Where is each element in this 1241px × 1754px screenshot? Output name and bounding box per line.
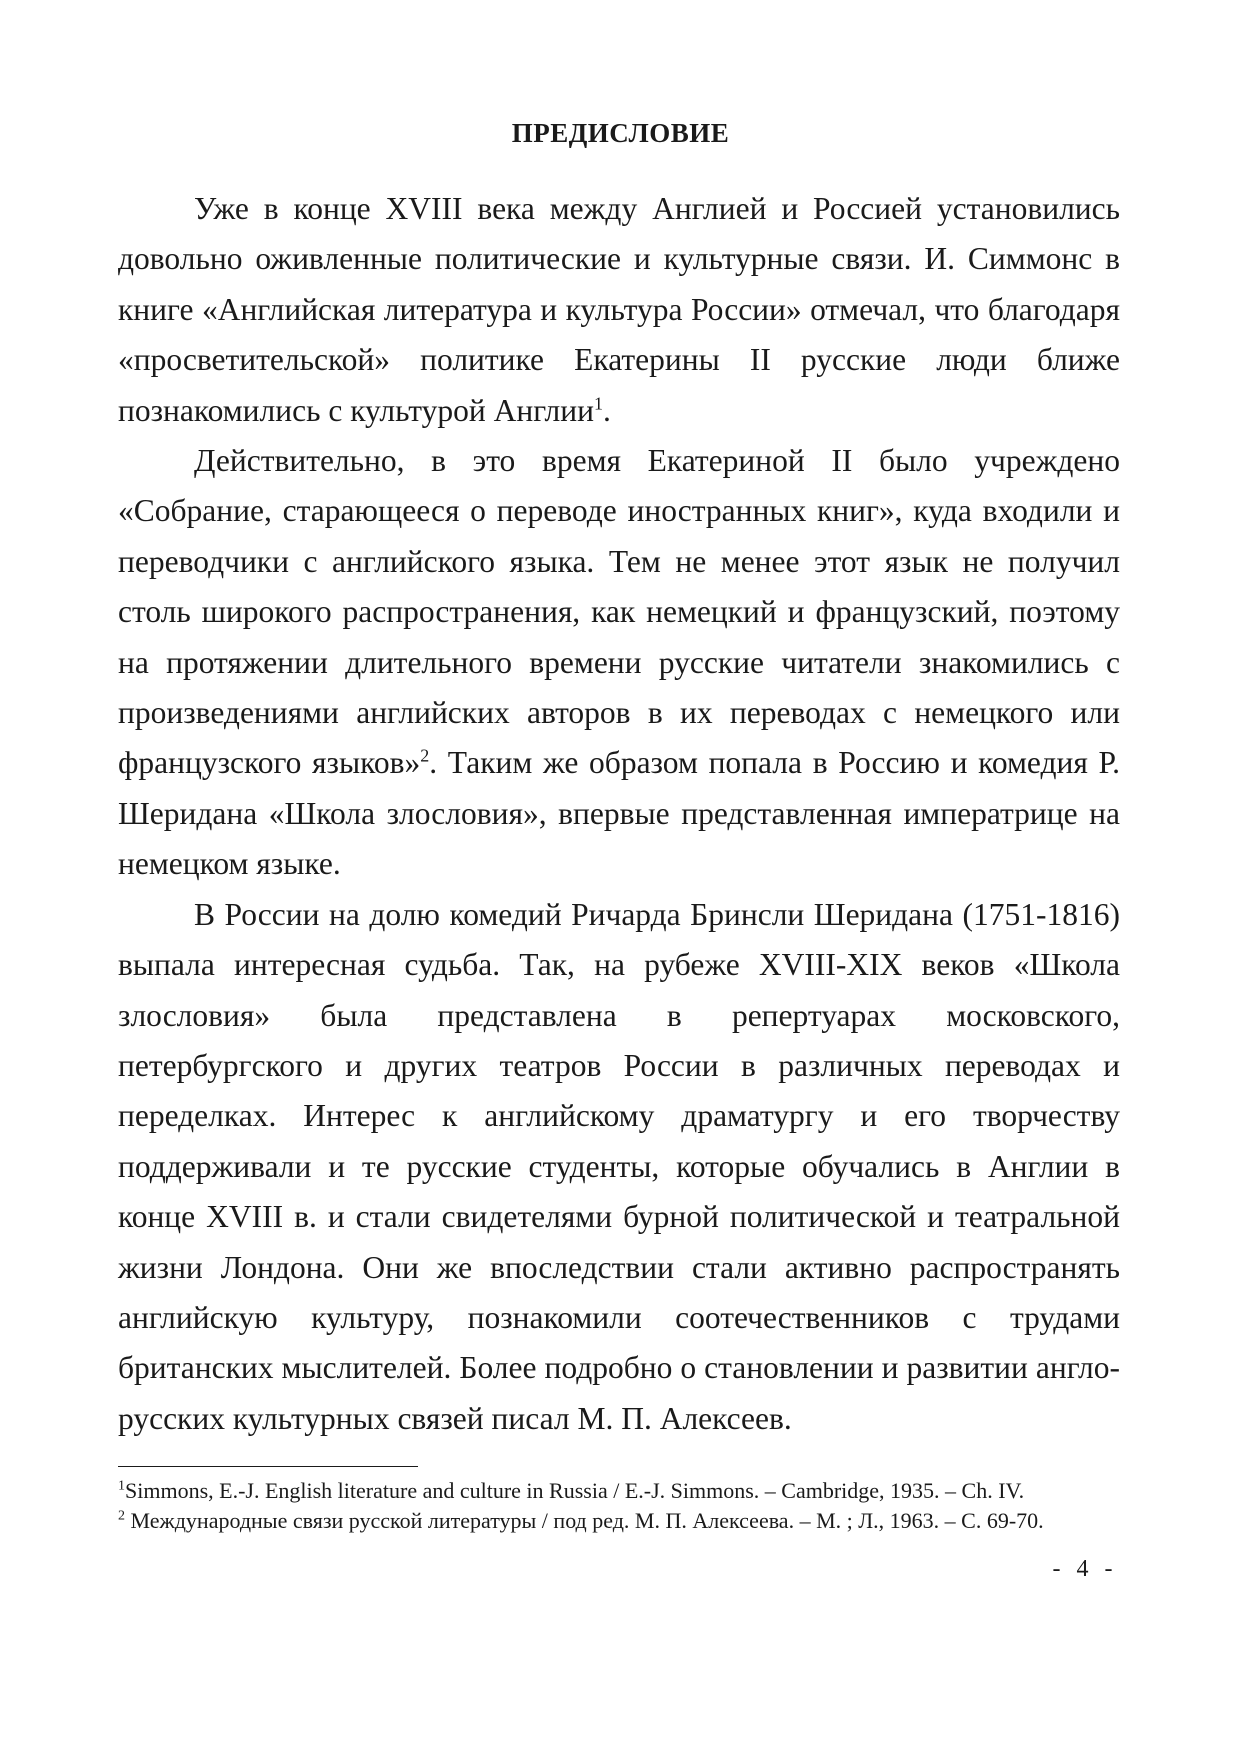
paragraph-2 [118, 436, 1120, 890]
paragraph-text: В России на долю комедий Ричарда Бринсли Шеридана (1751-1816) выпала интересная судьба. Так, на рубеже XVIII-XIX веков «Школа злословия» была представлена в репертуарах московского, петербургского и других театров России в различных переводах и переделках. Интерес к английскому драматургу и его творчеству поддерживали и те русские студенты, которые обучались в Англии в конце XVIII в. и стали свидетелями бурной политической и театральной жизни Лондона. Они же впоследствии стали активно распространять английскую культуру, познакомили соотечественников с трудами британских мыслителей. Более подробно о становлении и развитии англо-русских культурных связей писал М. П. Алексеев. [118, 896, 1120, 1436]
paragraph-3 [118, 890, 1120, 1444]
footnote-ref-2: 2 [420, 745, 430, 766]
paragraph-text: . Таким же образом попала в Россию и комедия Р. Шеридана «Школа злословия», впервые представленная императрице на немецком языке. [118, 745, 1120, 882]
footnote-number: 1 [118, 1478, 125, 1494]
paragraph-text: . [603, 392, 611, 428]
paragraph-text: Действительно, в это время Екатериной II было учреждено «Собрание, старающееся о переводе иностранных книг», куда входили и переводчики с английского языка. Тем не менее этот язык не получил столь широкого распространения, как немецкий и французский, поэтому на протяжении длительного времени русские читатели знакомились с произведениями английских авторов в их переводах с немецкого или французского языков» [118, 443, 1120, 781]
paragraph-1 [118, 184, 1120, 436]
footnote-text: Simmons, E.-J. English literature and culture in Russia / E.-J. Simmons. – Cambridge, 1935. – Ch. IV. [125, 1478, 1025, 1503]
footnote-text: Международные связи русской литературы / под ред. М. П. Алексеева. – М. ; Л., 1963. – С. 69-70. [130, 1508, 1044, 1533]
page-title: ПРЕДИСЛОВИЕ [511, 118, 730, 148]
footnote-divider [118, 1466, 418, 1467]
body-text [118, 184, 1120, 1444]
footnote-number: 2 [118, 1508, 125, 1524]
footnote-2 [118, 1506, 1128, 1536]
footnote-ref-1: 1 [594, 393, 603, 414]
paragraph-text: Уже в конце XVIII века между Англией и Россией установились довольно оживленные политические и культурные связи. И. Симмонс в книге «Английская литература и культура России» отмечал, что благодаря «просветительской» политике Екатерины II русские люди ближе познакомились с культурой Англии [118, 191, 1120, 428]
footnotes [118, 1476, 1128, 1536]
page-number: - 4 - [1052, 1556, 1118, 1582]
footnote-1 [118, 1476, 1128, 1506]
